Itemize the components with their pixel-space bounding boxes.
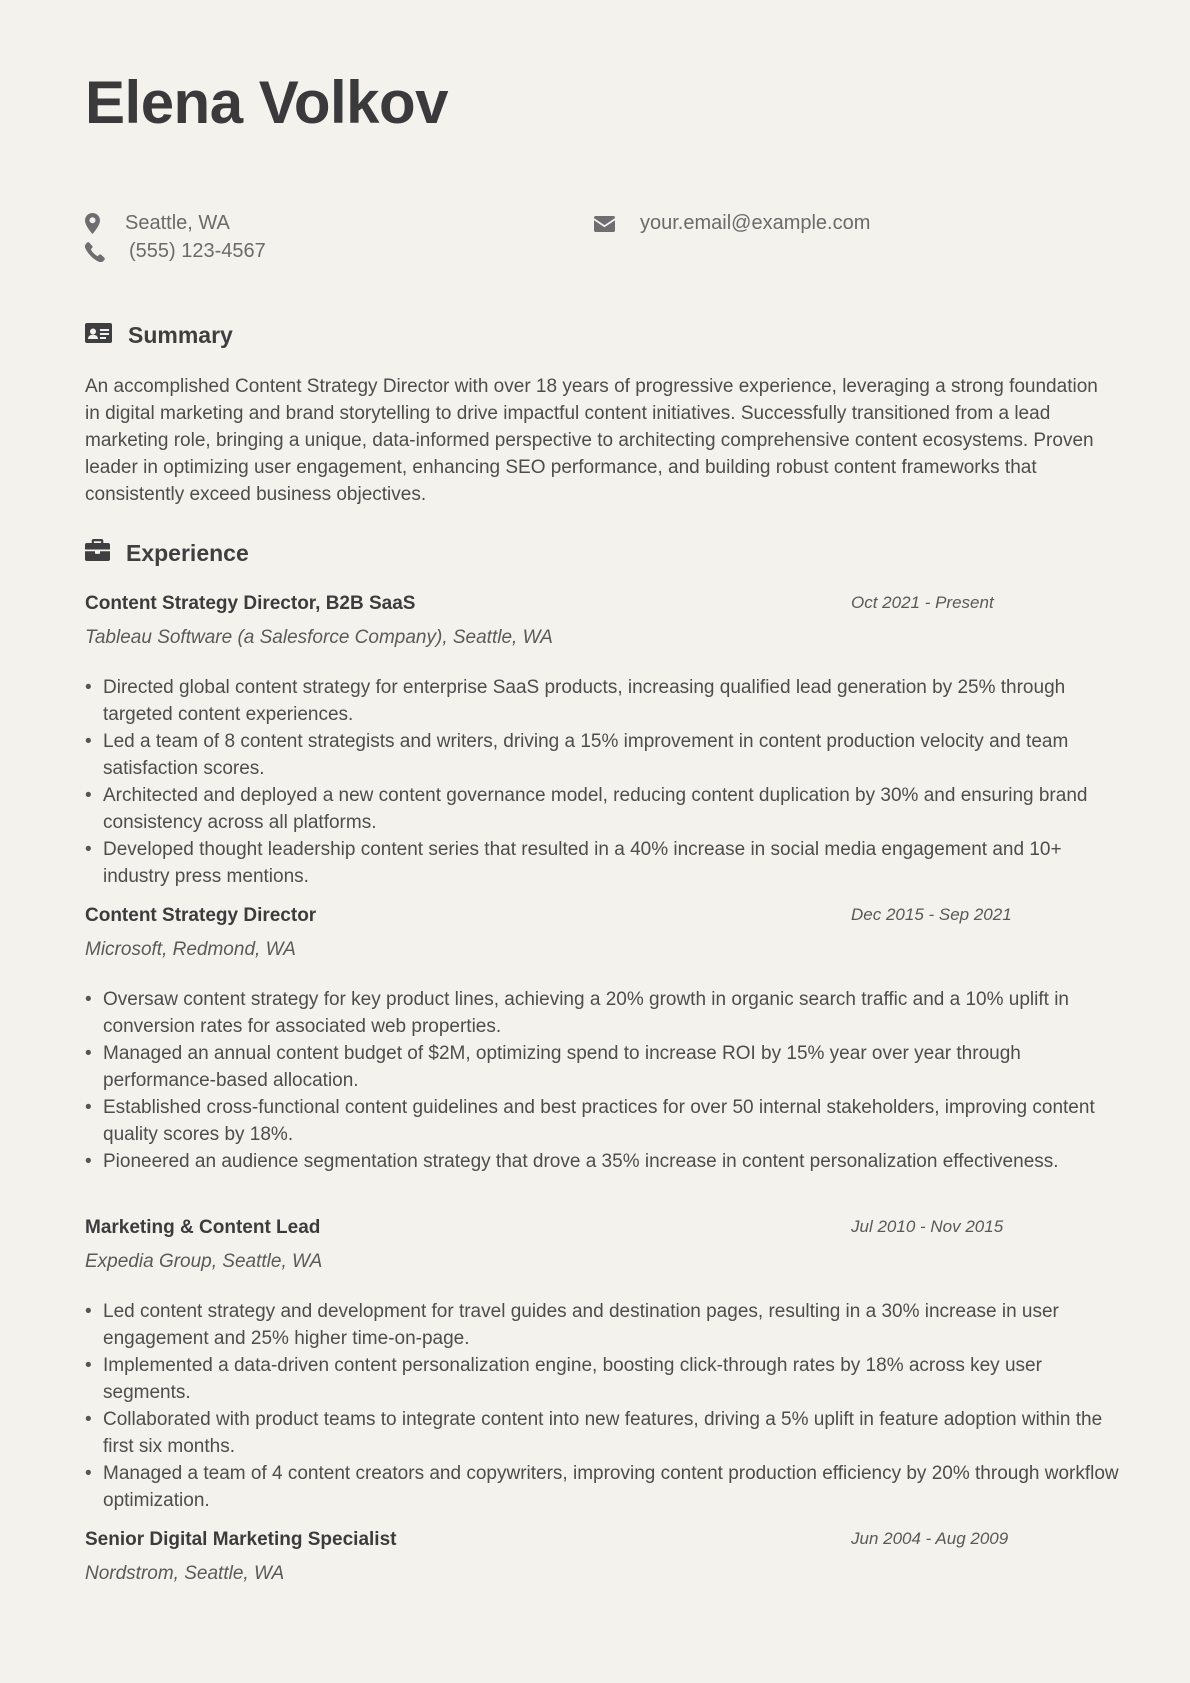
job-bullet-list [85, 1298, 1123, 1514]
job-bullet: • Collaborated with product teams to integrate content into new features, driving a 5% uplift in feature adoption within the first six months. [103, 1406, 1123, 1460]
job-dates: Oct 2021 - Present [851, 593, 994, 612]
contact-email [594, 212, 870, 235]
job-bullet-list [85, 674, 1123, 890]
experience-heading [85, 539, 249, 567]
summary-heading [85, 322, 233, 349]
job-company: Tableau Software (a Salesforce Company), Seattle, WA [85, 627, 553, 648]
job-bullet-list [85, 986, 1123, 1175]
phone-text: (555) 123-4567 [129, 240, 266, 262]
map-pin-icon [85, 213, 103, 234]
job-bullet: • Led content strategy and development for travel guides and destination pages, resulting in a 30% increase in user engagement and 25% higher time-on-page. [103, 1298, 1123, 1352]
job-company: Nordstrom, Seattle, WA [85, 1563, 285, 1584]
job-bullet: • Led a team of 8 content strategists and writers, driving a 15% improvement in content production velocity and team satisfaction scores. [103, 728, 1123, 782]
job-title: Marketing & Content Lead [85, 1217, 321, 1238]
job-dates: Dec 2015 - Sep 2021 [851, 905, 1012, 924]
job-bullet: • Pioneered an audience segmentation strategy that drove a 35% increase in content personalization effectiveness. [103, 1148, 1123, 1175]
job-dates: Jun 2004 - Aug 2009 [851, 1529, 1009, 1548]
job-bullet: • Developed thought leadership content series that resulted in a 40% increase in social media engagement and 10+ industry press mentions. [103, 836, 1123, 890]
job-bullet: • Directed global content strategy for enterprise SaaS products, increasing qualified lead generation by 25% through targeted content experiences. [103, 674, 1123, 728]
job-title: Content Strategy Director [85, 905, 317, 926]
location-text: Seattle, WA [125, 212, 230, 234]
briefcase-icon [85, 539, 111, 567]
job-bullet: • Established cross-functional content guidelines and best practices for over 50 internal stakeholders, improving content quality scores by 18%. [103, 1094, 1123, 1148]
candidate-name: Elena Volkov [85, 69, 449, 136]
summary-text: An accomplished Content Strategy Director with over 18 years of progressive experience, leveraging a strong foundation in digital marketing and brand storytelling to drive impactful content initiatives. Successfully transitioned from a lead marketing role, bringing a unique, data-informed perspective to architecting comprehensive content ecosystems. Proven leader in optimizing user engagement, enhancing SEO performance, and building robust content frameworks that consistently exceed business objectives. [85, 376, 1098, 505]
job-company: Expedia Group, Seattle, WA [85, 1251, 323, 1272]
experience-title: Experience [126, 539, 249, 566]
summary-title: Summary [128, 322, 233, 348]
job-bullet: • Oversaw content strategy for key product lines, achieving a 20% growth in organic search traffic and a 10% uplift in conversion rates for associated web properties. [103, 986, 1123, 1040]
contact-location [85, 212, 230, 235]
phone-icon [85, 242, 107, 262]
id-card-icon [85, 322, 113, 349]
email-text: your.email@example.com [640, 212, 871, 234]
envelope-icon [594, 216, 616, 232]
job-dates: Jul 2010 - Nov 2015 [851, 1217, 1004, 1236]
job-bullet: • Implemented a data-driven content personalization engine, boosting click-through rates by 18% across key user segments. [103, 1352, 1123, 1406]
job-title: Senior Digital Marketing Specialist [85, 1529, 397, 1550]
contact-phone [85, 240, 266, 263]
job-bullet: • Managed a team of 4 content creators and copywriters, improving content production efficiency by 20% through workflow optimization. [103, 1460, 1123, 1514]
job-title: Content Strategy Director, B2B SaaS [85, 593, 416, 614]
job-bullet: • Managed an annual content budget of $2M, optimizing spend to increase ROI by 15% year over year through performance-based allocation. [103, 1040, 1123, 1094]
job-company: Microsoft, Redmond, WA [85, 939, 296, 960]
job-bullet: • Architected and deployed a new content governance model, reducing content duplication by 30% and ensuring brand consistency across all platforms. [103, 782, 1123, 836]
